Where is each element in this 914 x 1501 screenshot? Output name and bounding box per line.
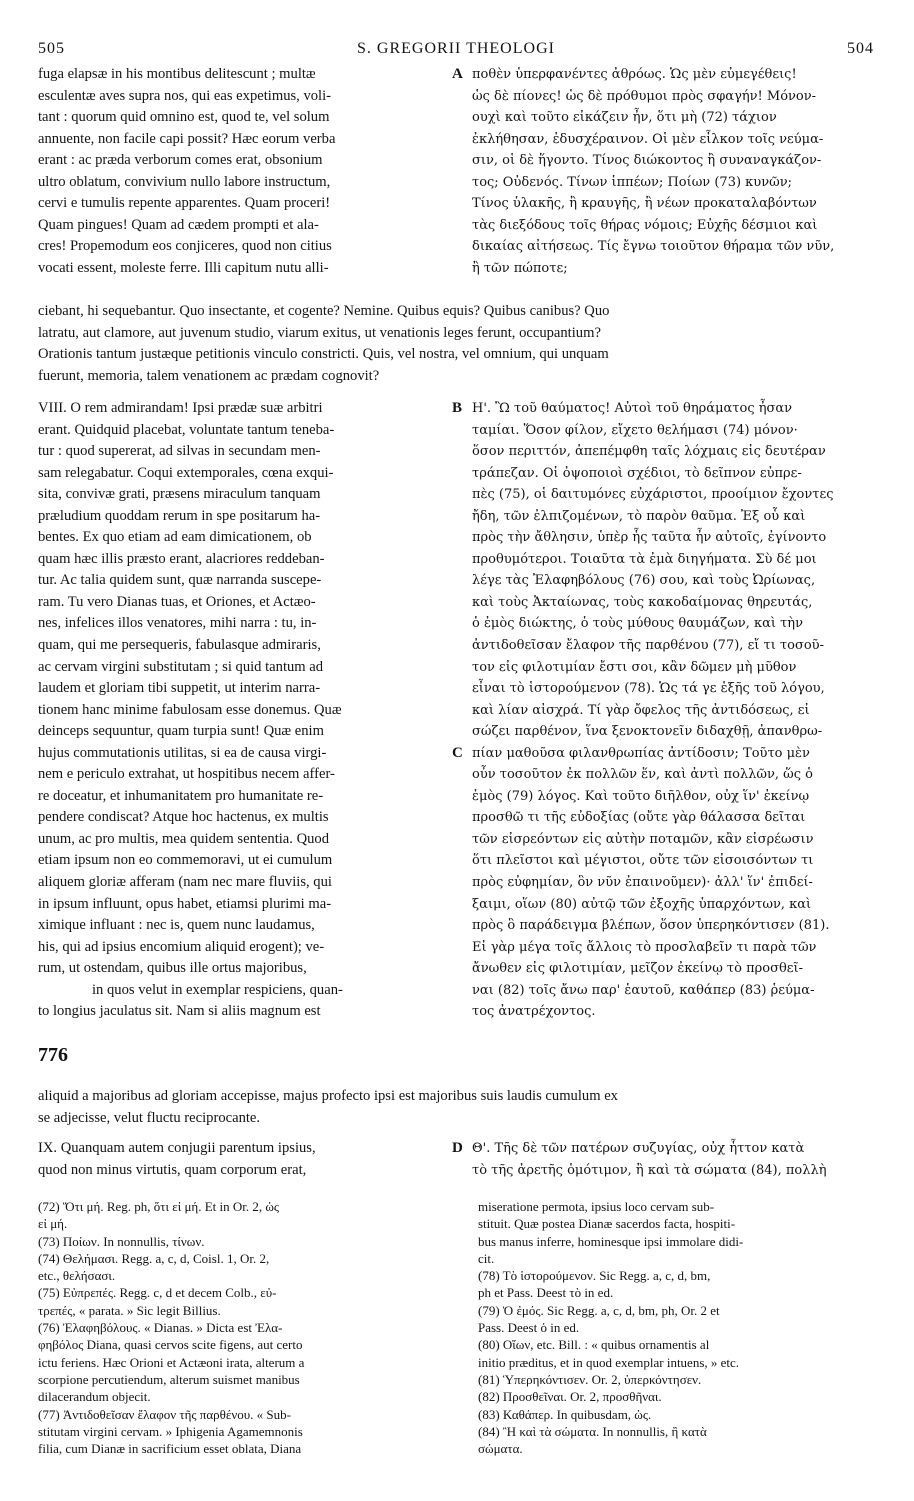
latin-text-line: etiam ipsum non eo commemoravi, ut ei cumulum [38,852,333,869]
section-mark-d: D [452,1140,463,1156]
latin-text-line: tur. Ac talia quidem sunt, quæ narranda suscepe- [38,572,322,589]
footnote-line: (77) Ἀντιδοθεῖσαν ἔλαφον τῆς παρθένου. « Sub- [38,1406,291,1422]
footnote-line: φηβόλος Diana, quasi cervos scite figens, aut certo [38,1337,303,1353]
greek-text-line: τράπεζαν. Οἱ ὀψοποιοὶ σχέδιοι, τὸ δεῖπνον εὐπρε- [472,465,802,481]
latin-text-line: Quam pingues! Quam ad cædem prompti et ala- [38,216,319,233]
latin-text-line: nem e periculo extrahat, ut hospitibus necem affer- [38,766,335,783]
footnote-line: (82) Προσθεῖναι. Or. 2, προσθῆναι. [478,1389,662,1405]
greek-text-line: τος; Οὐδενός. Τίνων ἱππέων; Ποίων (73) κυνῶν; [472,174,792,190]
latin-text-line: ram. Tu vero Dianas tuas, et Oriones, et Actæo- [38,593,316,610]
footnote-line: (75) Εὐπρεπές. Regg. c, d et decem Colb., εὐ- [38,1285,277,1301]
greek-text-line: πρὸς εὐφημίαν, ὃν νῦν ἐπαινοῦμεν)· ἀλλ' ἵν' ἐπιδεί- [472,875,813,891]
footnote-line: bus manus inferre, hominesque ipsi immolare didi- [478,1233,744,1249]
footnote-line: stitutam virgini cervam. » Iphigenia Agamemnonis [38,1423,303,1439]
latin-text-line: rum, ut ostendam, quibus ille ortus majoribus, [38,960,307,977]
latin-text-line: præludium quoddam rerum in spe positarum ha- [38,507,321,524]
greek-text-line: ποθὲν ὑπερφανέντες ἀθρόως. Ὡς μὲν εὐμεγέθεις! [472,67,797,82]
greek-text-line: σιν, οἱ δὲ ἥγοντο. Τίνος διώκοντος ἢ συναναγκάζον- [472,153,822,169]
greek-text-line: ταμίαι. Ὅσον φίλον, εἴχετο θελήμασι (74) μόνον· [472,422,798,438]
greek-text-line: προθυμότεροι. Τοιαῦτα τὰ ἐμὰ διηγήματα. Σὺ δέ μοι [472,551,817,567]
latin-text-line: ximique influant : nec is, quem nunc laudamus, [38,917,315,934]
latin-text-line: vocati essent, moleste ferre. Illi capitum nutu alli- [38,259,329,276]
latin-text-line: to longius jaculatus sit. Nam si aliis magnum est [38,1003,321,1020]
footnote-line: (78) Τὸ ἱστορούμενον. Sic Regg. a, c, d, bm, [478,1268,711,1284]
footnote-line: (79) Ὁ ἐμός. Sic Regg. a, c, d, bm, ph, Or. 2 et [478,1302,720,1318]
greek-text-line: καὶ λίαν αἰσχρά. Τί γὰρ ὄφελος τῆς ἀντιδόσεως, εἰ [472,702,810,718]
latin-text-line: quam hæc illis præsto erant, alacriores reddeban- [38,550,325,567]
latin-text-line: IX. Quanquam autem conjugii parentum ipsius, [38,1140,316,1156]
latin-text-line: re doceatur, et inhumanitatem pro humanitate re- [38,787,324,804]
greek-text-line: ἐκλήθησαν, ἐδυσχέραινον. Οἱ μὲν εἷλκον τοῖς νεύμα- [472,131,824,147]
section-mark-a: A [452,66,463,82]
greek-text-line: δικαίας αἰτήσεως. Τίς ἔγνω τοιοῦτον θήραμα τῶν νῦν, [472,239,835,255]
latin-text-line: fuga elapsæ in his montibus delitescunt ; multæ [38,66,316,82]
footnote-line: ph et Pass. Deest τὸ in ed. [478,1285,614,1301]
greek-text-line: λέγε τὰς Ἐλαφηβόλους (76) σου, καὶ τοὺς Ὠρίωνας, [472,573,816,589]
latin-text-line: aliquid a majoribus ad gloriam accepisse, majus profecto ipsi est majoribus suis laudis cumulum ex [38,1088,618,1104]
greek-text-line: ἤδη, τῶν ἐλπιζομένων, τὸ παρὸν θαῦμα. Ἐξ οὗ καὶ [472,508,806,524]
greek-text-line: ναι (82) τοῖς ἄνω παρ' ἑαυτοῦ, καθάπερ (83) ῥεύμα- [472,982,815,998]
latin-text-line: tur : quod supererat, ad silvas in secundam men- [38,443,321,460]
latin-text-line: VIII. O rem admirandam! Ipsi prædæ suæ arbitri [38,400,323,416]
footnote-line: τρεπές, « parata. » Sic legit Billius. [38,1302,221,1318]
latin-text-line: se adjecisse, velut fluctu reciprocante. [38,1109,261,1126]
greek-text-line: Εἰ γὰρ μέγα τοῖς ἄλλοις τὸ προσλαβεῖν τι παρὰ τῶν [472,939,817,955]
footnote-line: (81) Ὑπερηκόντισεν. Or. 2, ὑπερκόντησεν. [478,1371,702,1387]
latin-text-line: quam, qui me persequeris, fabulasque admiraris, [38,637,321,654]
greek-text-line: ἀντιδοθεῖσαν ἔλαφον τῆς παρθένου (77), εἴ τι τοσοῦ- [472,638,824,654]
footnote-line: scorpione percutiendum, alterum suismet manibus [38,1371,300,1387]
page-number-right: 504 [847,40,874,57]
greek-text-line: οὖν τοσοῦτον ἐκ πολλῶν ἕν, καὶ ἀντὶ πολλῶν, ὥς ὁ [472,767,813,783]
footnote-line: ictu feriens. Hæc Orioni et Actæoni irata, alterum a [38,1354,305,1370]
latin-text-line: deinceps sequuntur, quam turpia sunt! Quæ enim [38,723,324,740]
latin-text-line: cervi e tumulis repente apparentes. Quam proceri! [38,195,331,212]
greek-column-middle [472,398,876,1023]
latin-text-line: pendere condiscat? Atque hoc hactenus, ex multis [38,809,329,826]
running-header [38,40,874,62]
greek-text-line: ὁ ἐμὸς διώκτης, ὁ τοὺς μύθους θαυμάζων, καὶ τὴν [472,616,803,632]
footnote-line: filia, cum Dianæ in sacrificium esset oblata, Diana [38,1441,302,1457]
footnote-line: (72) Ὅτι μή. Reg. ph, ὅτι εἰ μή. Et in Or. 2, ὡς [38,1199,280,1214]
column-number: 776 [38,1044,68,1066]
greek-text-line: τὸ τῆς ἀρετῆς ὁμότιμον, ἢ καὶ τὰ σώματα (84), πολλὴ [472,1162,827,1178]
footnote-line: (76) Ἐλαφηβόλους. « Dianas. » Dicta est Ἐλα- [38,1320,283,1336]
latin-text-line: erant : ac præda verborum comes erat, obsonium [38,152,323,169]
footnote-line: (84) Ἢ καὶ τὰ σώματα. In nonnullis, ἢ κατὰ [478,1423,707,1439]
footnotes-left [38,1198,458,1457]
greek-text-line: τὰς διεξόδους τοῖς θήρας νόμοις; Εὐχῆς δέσμιοι καὶ [472,217,818,233]
latin-text-line: annuente, non facile capi possit? Hæc eorum verba [38,130,336,147]
footnote-line: Pass. Deest ὁ in ed. [478,1320,580,1336]
running-title: S. GREGORII THEOLOGI [357,40,555,57]
greek-text-line: τῶν εἰσρεόντων εἰς αὐτὴν ποταμῶν, κἂν εἰσρέωσιν [472,831,814,847]
latin-text-line: fuerunt, memoria, talem venationem ac prædam cognovit? [38,367,380,384]
footnote-line: σώματα. [478,1441,523,1457]
greek-column-bottom [472,1138,876,1181]
greek-text-line: ὡς δὲ πίονες! ὡς δὲ πρόθυμοι πρὸς σφαγήν! Μόνον- [472,88,817,104]
latin-column-top [38,64,448,279]
greek-text-line: Τίνος ὑλακῆς, ἢ κραυγῆς, ἢ νέων προκαταλαβόντων [472,196,817,212]
section-mark-b: B [452,400,463,416]
footnote-line: (74) Θελήμασι. Regg. a, c, d, Coisl. 1, Or. 2, [38,1250,270,1266]
latin-text-line: aliquem gloriæ afferam (nam nec mare fluviis, qui [38,874,332,891]
greek-text-line: ουχὶ καὶ τοῦτο εἰκάζειν ἦν, ὅτι μὴ (72) τάχιον [472,110,777,126]
greek-text-line: Η'. Ὢ τοῦ θαύματος! Αὐτοὶ τοῦ θηράματος ἦσαν [472,401,793,416]
footnote-line: (83) Καθάπερ. In quibusdam, ὡς. [478,1406,652,1422]
greek-text-line: ἐμὸς (79) λόγος. Καὶ τοῦτο διῆλθον, οὐχ ἵν' ἐκείνῳ [472,788,810,804]
latin-fullwidth-paragraph-2 [38,1086,874,1129]
greek-text-line: Θ'. Τῆς δὲ τῶν πατέρων συζυγίας, οὐχ ἧττον κατὰ [472,1141,805,1156]
footnote-line: stituit. Quæ postea Dianæ sacerdos facta, hospiti- [478,1216,736,1232]
greek-text-line: σώζει παρθένον, ἵνα ξενοκτονεῖν διδαχθῇ, ἀπανθρω- [472,724,823,740]
latin-text-line: ultro oblatum, convivium nullo labore instructum, [38,173,331,190]
footnote-line: (73) Ποίων. In nonnullis, τίνων. [38,1233,205,1249]
latin-text-line: quod non minus virtutis, quam corporum erat, [38,1161,307,1178]
latin-text-line: tant : quorum quid omnino est, quod te, vel solum [38,109,330,126]
greek-text-line: πρὸς τὴν ἄθλησιν, ὑπὲρ ἧς ταῦτα ἦν αὐτοῖς, ἐγίνοντο [472,530,827,546]
greek-text-line: πρὸς ὃ παράδειγμα βλέπων, ὅσον ὑπερηκόντισεν (81). [472,918,830,934]
section-mark-c: C [452,745,463,761]
footnotes-right [478,1198,874,1457]
latin-text-line: erant. Quidquid placebat, voluntate tantum tenebа- [38,421,335,438]
latin-text-line: sita, convivæ grati, præsens miraculum tanquam [38,486,321,503]
greek-text-line: πίαν μαθοῦσα φιλανθρωπίας ἀντίδοσιν; Τοῦτο μὲν [472,745,810,761]
greek-text-line: ξαιμι, οἵων (80) αὐτῷ τῶν ἐξοχῆς ὑπαρχόντων, καὶ [472,896,812,912]
latin-text-line: cres! Propemodum eos conjiceres, quod non citius [38,238,332,255]
latin-fullwidth-paragraph-1 [38,301,874,387]
greek-text-line: προσθῶ τι τῆς εὐδοξίας (οὔτε γὰρ θάλασσα δεῖται [472,810,806,826]
footnote-line: cit. [478,1250,495,1266]
greek-text-line: τος ἀνατρέχοντος. [472,1004,596,1020]
latin-text-line: latratu, aut clamore, aut juvenum studio, viarum exitus, ut venationis leges ferunt, occupantium? [38,324,601,341]
greek-text-line: καὶ τοὺς Ἀκταίωνας, τοὺς κακοδαίμονας θηρευτάς, [472,594,813,610]
latin-text-line: in quos velut in exemplar respiciens, quan- [92,981,343,998]
greek-text-line: ἢ τῶν πώποτε; [472,260,568,276]
latin-text-line: sam relegabatur. Coqui extemporales, cœna exqui- [38,464,334,481]
latin-column-bottom [38,1138,448,1181]
greek-text-line: εἶναι τὸ ἱστορούμενον (78). Ὡς τά γε ἑξῆς τοῦ λόγου, [472,681,825,697]
footnote-line: initio præditus, et in quod exemplar intuens, » etc. [478,1354,740,1370]
greek-text-line: ὅτι πλεῖστοι καὶ μέγιστοι, οὔτε τῶν εἰσοισόντων τι [472,853,814,869]
latin-text-line: esculentæ aves supra nos, qui eas expetimus, voli- [38,87,332,104]
latin-text-line: hujus commutationis utilitas, si ea de causa virgi- [38,744,327,761]
footnote-line: εἰ μή. [38,1216,68,1232]
greek-text-line: ἄνωθεν εἰς φιλοτιμίαν, μεῖζον ἐκείνῳ τὸ προσθεῖ- [472,961,804,977]
latin-text-line: his, qui ad ipsius encomium aliquid erogent); ve- [38,938,325,955]
latin-text-line: ac cervam virgini substitutam ; si quid tantum ad [38,658,324,675]
latin-text-line: ciebant, hi sequebantur. Quo insectante, et cogente? Nemine. Quibus equis? Quibus canibus? Quo [38,303,610,319]
latin-text-line: unum, ac pro multis, mea quidem sententia. Quod [38,830,330,847]
latin-text-line: Orationis tantum justæque petitionis vinculo constricti. Quis, vel nostra, vel omnium, qui unquam [38,346,609,363]
latin-text-line: laudem et gloriam tibi suppetit, ut interim narra- [38,680,321,697]
footnote-line: miseratione permota, ipsius loco cervam sub- [478,1199,715,1214]
footnote-line: (80) Οἵων, etc. Bill. : « quibus ornamentis al [478,1337,710,1353]
latin-text-line: tionem hanc minime fabulosam esse donemus. Quæ [38,701,342,718]
greek-column-top [472,64,876,279]
greek-text-line: ὅσον περιττόν, ἀπεπέμφθη ταῖς λόχμαις εἰς δευτέραν [472,444,826,460]
footnote-line: etc., θελήσασι. [38,1268,116,1284]
footnote-line: dilacerandum objecit. [38,1389,151,1405]
greek-text-line: πὲς (75), οἱ δαιτυμόνες εὐχάριστοι, προοίμιον ἔχοντες [472,487,834,503]
latin-column-middle [38,398,448,1023]
latin-text-line: in ipsum influunt, opus habet, etiamsi plurimi ma- [38,895,332,912]
page-number-left: 505 [38,40,65,57]
latin-text-line: nes, infelices illos venatores, mihi narra : tu, in- [38,615,317,632]
greek-text-line: τον εἰς φιλοτιμίαν ἔστι σοι, κἂν δῶμεν μὴ μῦθον [472,659,797,675]
latin-text-line: bentes. Ex quo etiam ad eam dimicationem, ob [38,529,312,546]
